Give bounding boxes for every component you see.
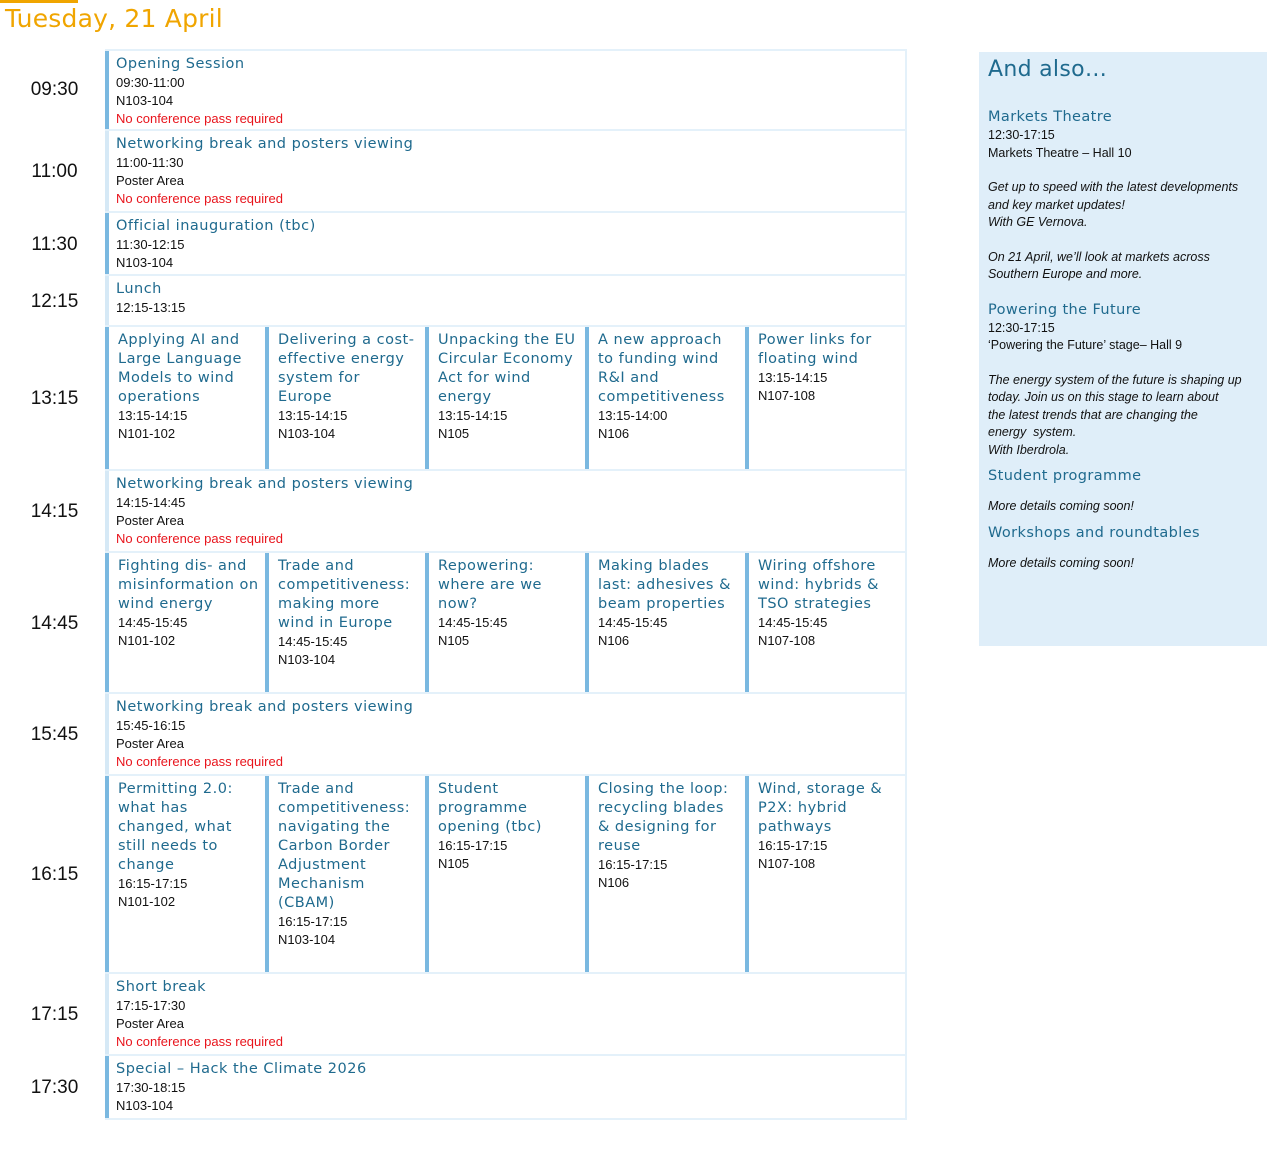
schedule-row bbox=[0, 49, 910, 131]
session-room: N103-104 bbox=[278, 932, 336, 947]
markets-theatre-title[interactable]: Markets Theatre bbox=[988, 109, 1113, 125]
powering-desc-line: With Iberdrola. bbox=[988, 442, 1070, 457]
networking-break[interactable] bbox=[105, 471, 907, 551]
session-time: 09:30-11:00 bbox=[116, 75, 185, 90]
session-title[interactable]: Permitting 2.0: what has changed, what still needs to change bbox=[118, 781, 233, 873]
session-time: 13:15-14:15 bbox=[438, 408, 508, 423]
parallel-session[interactable] bbox=[745, 327, 907, 469]
short-break[interactable] bbox=[105, 974, 907, 1054]
session-time: 16:15-17:15 bbox=[438, 838, 508, 853]
parallel-session[interactable] bbox=[265, 776, 425, 972]
schedule-row bbox=[0, 694, 910, 776]
session-title[interactable]: Fighting dis- and misinformation on wind energy bbox=[118, 558, 259, 612]
parallel-session[interactable] bbox=[745, 776, 907, 972]
time-label: 13:15 bbox=[30, 388, 79, 409]
time-label: 17:15 bbox=[30, 1004, 79, 1025]
schedule-row bbox=[0, 776, 910, 974]
session-time: 16:15-17:15 bbox=[278, 914, 348, 929]
parallel-session[interactable] bbox=[745, 553, 907, 692]
parallel-session[interactable] bbox=[585, 553, 745, 692]
session-room: Poster Area bbox=[116, 736, 184, 751]
pass-note: No conference pass required bbox=[116, 1034, 283, 1049]
parallel-session[interactable] bbox=[265, 327, 425, 469]
session-room: N107-108 bbox=[758, 633, 816, 648]
session-title[interactable]: Unpacking the EU Circular Economy Act for wind energy bbox=[438, 332, 576, 405]
powering-desc-line: energy system. bbox=[988, 425, 1077, 439]
session-title[interactable]: Closing the loop: recycling blades & designing for reuse bbox=[598, 781, 729, 854]
session-title[interactable]: Making blades last: adhesives & beam properties bbox=[598, 558, 731, 612]
schedule-row bbox=[0, 327, 910, 471]
lunch-break[interactable] bbox=[105, 276, 907, 325]
parallel-session[interactable] bbox=[265, 553, 425, 692]
session-time: 12:15-13:15 bbox=[116, 300, 186, 315]
student-programme-note: More details coming soon! bbox=[988, 499, 1134, 513]
session-title[interactable]: Short break bbox=[116, 979, 207, 995]
pass-note: No conference pass required bbox=[116, 531, 283, 546]
time-label: 12:15 bbox=[30, 290, 79, 312]
parallel-session[interactable] bbox=[585, 776, 745, 972]
session-room: N103-104 bbox=[278, 426, 336, 441]
time-label: 09:30 bbox=[30, 79, 79, 100]
session-time: 15:45-16:15 bbox=[116, 718, 186, 733]
session-time: 13:15-14:15 bbox=[118, 408, 188, 423]
workshops-title[interactable]: Workshops and roundtables bbox=[988, 524, 1200, 541]
session-room: N107-108 bbox=[758, 856, 816, 871]
powering-desc-line: The energy system of the future is shaping up bbox=[988, 372, 1242, 387]
session-room: N101-102 bbox=[118, 894, 176, 909]
schedule-row bbox=[0, 131, 910, 213]
time-label: 14:45 bbox=[30, 612, 79, 634]
markets-desc-line: and key market updates! bbox=[988, 197, 1125, 212]
session-title[interactable]: Special – Hack the Climate 2026 bbox=[116, 1061, 367, 1077]
session-time: 13:15-14:15 bbox=[758, 370, 828, 385]
powering-desc-line: the latest trends that are changing the bbox=[988, 407, 1198, 422]
parallel-session[interactable] bbox=[105, 327, 265, 469]
parallel-session[interactable] bbox=[425, 553, 585, 692]
session-room: N105 bbox=[438, 856, 470, 871]
parallel-session[interactable] bbox=[425, 776, 585, 972]
session-title[interactable]: Networking break and posters viewing bbox=[116, 699, 414, 715]
markets-theatre-location: Markets Theatre – Hall 10 bbox=[988, 145, 1132, 160]
session-room: N103-104 bbox=[278, 652, 336, 667]
session-title[interactable]: Trade and competitiveness: making more wind in Europe bbox=[278, 558, 411, 631]
session-time: 16:15-17:15 bbox=[598, 857, 668, 872]
session-time: 13:15-14:15 bbox=[278, 408, 348, 423]
session-room: N106 bbox=[598, 633, 630, 648]
schedule-row bbox=[0, 1056, 910, 1120]
session-time: 14:15-14:45 bbox=[116, 495, 186, 510]
session-time: 14:45-15:45 bbox=[278, 634, 348, 649]
top-accent-bar bbox=[0, 0, 78, 3]
session-time: 17:30-18:15 bbox=[116, 1080, 186, 1095]
session-title[interactable]: Opening Session bbox=[116, 56, 245, 72]
session-time: 13:15-14:00 bbox=[598, 408, 668, 423]
session-title[interactable]: Lunch bbox=[116, 281, 162, 297]
session-title[interactable]: Trade and competitiveness: navigating the Carbon Border Adjustment Mechanism (CBAM) bbox=[278, 781, 411, 911]
schedule-row bbox=[0, 276, 910, 327]
session-room: Poster Area bbox=[116, 513, 184, 528]
session-time: 14:45-15:45 bbox=[758, 615, 828, 630]
schedule-grid bbox=[0, 49, 910, 1120]
powering-future-title[interactable]: Powering the Future bbox=[988, 301, 1142, 318]
markets-theatre-time: 12:30-17:15 bbox=[988, 128, 1055, 142]
workshops-note: More details coming soon! bbox=[988, 555, 1134, 570]
session-title[interactable]: Networking break and posters viewing bbox=[116, 476, 414, 492]
parallel-session[interactable] bbox=[585, 327, 745, 469]
session-opening[interactable] bbox=[105, 51, 907, 129]
session-room: N101-102 bbox=[118, 633, 176, 648]
time-label: 14:15 bbox=[30, 501, 79, 522]
session-room: N101-102 bbox=[118, 426, 176, 441]
parallel-session[interactable] bbox=[105, 553, 265, 692]
time-label: 16:15 bbox=[30, 864, 79, 885]
session-time: 17:15-17:30 bbox=[116, 998, 186, 1013]
markets-extra-line: On 21 April, we’ll look at markets across bbox=[988, 249, 1210, 264]
time-label: 11:00 bbox=[31, 161, 78, 182]
schedule-row bbox=[0, 553, 910, 694]
session-title[interactable]: Official inauguration (tbc) bbox=[116, 218, 316, 234]
session-title[interactable]: Wiring offshore wind: hybrids & TSO strategies bbox=[758, 558, 879, 612]
session-title[interactable]: Power links for floating wind bbox=[758, 332, 872, 367]
session-time: 14:45-15:45 bbox=[438, 615, 508, 630]
session-room: N106 bbox=[598, 426, 630, 441]
schedule-row bbox=[0, 471, 910, 553]
markets-extra-line: Southern Europe and more. bbox=[988, 267, 1143, 281]
networking-break[interactable] bbox=[105, 131, 907, 211]
session-title[interactable]: A new approach to funding wind R&I and competitiveness bbox=[598, 332, 725, 405]
pass-note: No conference pass required bbox=[116, 191, 283, 206]
session-room: N103-104 bbox=[116, 93, 174, 108]
session-time: 11:00-11:30 bbox=[116, 155, 184, 170]
schedule-row bbox=[0, 213, 910, 276]
schedule-row bbox=[0, 974, 910, 1056]
markets-desc-line: With GE Vernova. bbox=[988, 215, 1088, 229]
session-hack-the-climate[interactable] bbox=[105, 1056, 907, 1118]
pass-note: No conference pass required bbox=[116, 754, 283, 769]
sidebar-heading: And also… bbox=[988, 57, 1108, 82]
session-time: 14:45-15:45 bbox=[118, 615, 188, 630]
session-time: 11:30-12:15 bbox=[116, 237, 185, 252]
session-room: Poster Area bbox=[116, 1016, 184, 1031]
session-title[interactable]: Applying AI and Large Language Models to wind operations bbox=[118, 332, 242, 405]
session-inauguration[interactable] bbox=[105, 213, 907, 274]
session-room: Poster Area bbox=[116, 173, 184, 188]
powering-desc-line: today. Join us on this stage to learn about bbox=[988, 390, 1219, 404]
session-room: N105 bbox=[438, 426, 470, 441]
time-label: 17:30 bbox=[30, 1077, 79, 1098]
session-time: 16:15-17:15 bbox=[118, 876, 188, 891]
markets-desc-line: Get up to speed with the latest developments bbox=[988, 180, 1239, 194]
parallel-session[interactable] bbox=[105, 776, 265, 972]
powering-future-location: ‘Powering the Future’ stage– Hall 9 bbox=[988, 338, 1183, 352]
powering-future-time: 12:30-17:15 bbox=[988, 320, 1055, 335]
session-room: N103-104 bbox=[116, 1098, 174, 1113]
session-title[interactable]: Student programme opening (tbc) bbox=[438, 781, 542, 835]
and-also-sidebar bbox=[979, 52, 1267, 646]
session-time: 16:15-17:15 bbox=[758, 838, 828, 853]
session-title[interactable]: Repowering: where are we now? bbox=[438, 558, 542, 612]
session-room: N107-108 bbox=[758, 388, 816, 403]
time-label: 11:30 bbox=[31, 233, 78, 255]
parallel-session[interactable] bbox=[425, 327, 585, 469]
pass-note: No conference pass required bbox=[116, 111, 283, 126]
session-room: N103-104 bbox=[116, 255, 174, 270]
page-title: Tuesday, 21 April bbox=[5, 4, 223, 33]
student-programme-title[interactable]: Student programme bbox=[988, 468, 1142, 484]
session-title[interactable]: Delivering a cost-effective energy system for Europe bbox=[278, 332, 415, 405]
networking-break[interactable] bbox=[105, 694, 907, 774]
time-label: 15:45 bbox=[30, 724, 79, 745]
session-time: 14:45-15:45 bbox=[598, 615, 668, 630]
session-title[interactable]: Wind, storage & P2X: hybrid pathways bbox=[758, 781, 883, 835]
session-room: N106 bbox=[598, 875, 630, 890]
session-title[interactable]: Networking break and posters viewing bbox=[116, 136, 414, 152]
session-room: N105 bbox=[438, 633, 470, 648]
